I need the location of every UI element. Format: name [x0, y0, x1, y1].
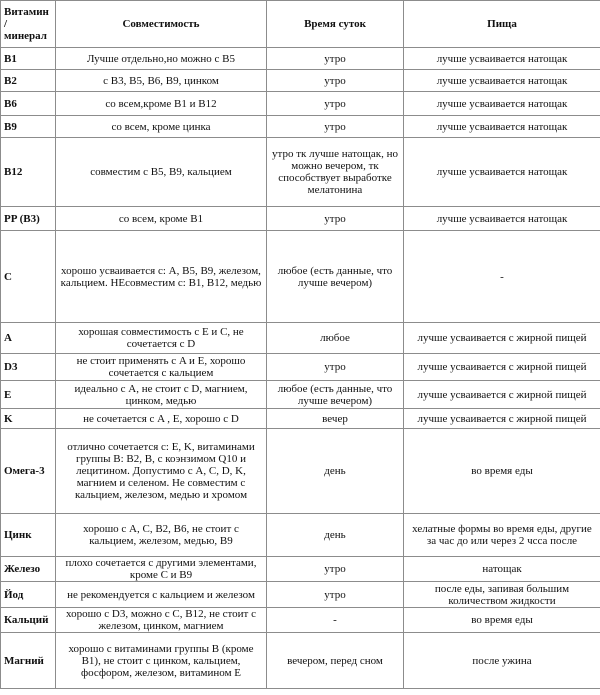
table-row: [1, 207, 600, 231]
vitamin-name: [1, 582, 56, 608]
time-of-day-cell: [267, 409, 404, 429]
compatibility-cell: [56, 138, 267, 207]
compatibility-cell-text: не сочетается с A , E, хорошо с D: [83, 412, 239, 425]
compatibility-cell-text: хорошо с A, C, B2, B6, не стоит с кальцием, железом, медью, B9: [83, 523, 239, 547]
food-cell: [404, 116, 600, 138]
food-cell-text: лучше усваивается натощак: [436, 97, 568, 110]
time-of-day-cell-text: день: [324, 529, 346, 541]
food-cell: [404, 514, 600, 557]
vitamin-name-text: B9: [4, 120, 17, 133]
table-row: [1, 323, 600, 354]
table-row: [1, 514, 600, 557]
time-of-day-cell-text: любое (есть данные, что лучше вечером): [277, 264, 393, 289]
compatibility-cell: [56, 582, 267, 608]
time-of-day-cell-text: утро: [324, 74, 346, 87]
compatibility-cell-text: со всем, кроме B1: [118, 212, 204, 225]
table-row: [1, 381, 600, 409]
table-row: [1, 608, 600, 633]
compatibility-cell: [56, 429, 267, 514]
vitamin-name: [1, 429, 56, 514]
vitamin-name: [1, 231, 56, 323]
header-food: Пища: [404, 1, 600, 48]
compatibility-cell: [56, 354, 267, 381]
table-body: [1, 48, 600, 689]
food-cell-text: после еды, запивая большим количеством жидкости: [434, 582, 570, 607]
food-cell: [404, 323, 600, 354]
time-of-day-cell: [267, 608, 404, 633]
compatibility-cell: [56, 633, 267, 689]
food-cell: [404, 557, 600, 582]
food-cell-text: после ужина: [472, 654, 532, 667]
time-of-day-cell: [267, 514, 404, 557]
vitamin-name: [1, 514, 56, 557]
vitamin-name-text: D3: [4, 361, 18, 373]
food-cell-text: лучше усваивается натощак: [436, 120, 568, 133]
table-row: [1, 231, 600, 323]
food-cell-text: лучше усваивается с жирной пищей: [417, 361, 587, 373]
vitamin-name-text: Железо: [4, 563, 41, 575]
time-of-day-cell: [267, 92, 404, 116]
compatibility-cell-text: хорошо с D3, можно с C, B12, не стоит с железом, цинком, магнием: [66, 608, 256, 632]
vitamin-name: [1, 138, 56, 207]
table-row: [1, 582, 600, 608]
time-of-day-cell: [267, 633, 404, 689]
vitamin-name: [1, 207, 56, 231]
time-of-day-cell-text: -: [333, 614, 337, 626]
vitamin-name-text: E: [4, 388, 12, 401]
header-time-of-day: Время суток: [267, 1, 404, 48]
food-cell-text: во время еды: [471, 465, 533, 477]
food-cell: [404, 207, 600, 231]
compatibility-cell-text: хорошо с витаминами группы В (кроме B1), не стоит с цинком, кальцием, фосфором, железом, витамином E: [68, 642, 254, 679]
vitamin-name-text: B6: [4, 97, 17, 110]
vitamin-name: [1, 92, 56, 116]
time-of-day-cell-text: утро: [324, 212, 346, 225]
food-cell-text: лучше усваивается натощак: [436, 74, 568, 87]
food-cell: [404, 381, 600, 409]
time-of-day-cell: [267, 207, 404, 231]
compatibility-cell-text: не стоит применять с A и E, хорошо сочетается с кальцием: [76, 355, 246, 379]
time-of-day-cell: [267, 381, 404, 409]
vitamin-name-text: Цинк: [4, 529, 32, 541]
vitamin-name-text: C: [4, 270, 12, 283]
vitamin-name-text: B1: [4, 52, 17, 65]
food-cell: [404, 231, 600, 323]
food-cell-text: -: [500, 270, 504, 283]
vitamin-name: [1, 323, 56, 354]
time-of-day-cell-text: утро: [324, 361, 346, 373]
vitamin-name: [1, 633, 56, 689]
compatibility-cell-text: хорошо усваивается с: A, B5, B9, железом, кальцием. НЕсовместим с: B1, B12, медью: [60, 264, 262, 289]
food-cell: [404, 429, 600, 514]
vitamin-name: [1, 354, 56, 381]
time-of-day-cell-text: вечер: [322, 412, 348, 425]
time-of-day-cell: [267, 429, 404, 514]
food-cell-text: лучше усваивается с жирной пищей: [417, 412, 587, 425]
compatibility-cell-text: с B3, B5, B6, B9, цинком: [103, 74, 219, 87]
time-of-day-cell-text: утро тк лучше натощак, но можно вечером, тк способствует выработке мелатонина: [272, 148, 398, 196]
compatibility-cell: [56, 207, 267, 231]
table-row: [1, 70, 600, 92]
table-row: [1, 48, 600, 70]
compatibility-cell: [56, 514, 267, 557]
food-cell: [404, 92, 600, 116]
vitamin-name-text: Магний: [4, 654, 44, 667]
food-cell: [404, 70, 600, 92]
compatibility-cell: [56, 70, 267, 92]
compatibility-cell: [56, 608, 267, 633]
header-compatibility: Совместимость: [56, 1, 267, 48]
table-row: [1, 92, 600, 116]
vitamin-name: [1, 608, 56, 633]
time-of-day-cell: [267, 116, 404, 138]
time-of-day-cell-text: день: [324, 465, 346, 477]
compatibility-cell: [56, 231, 267, 323]
table-row: [1, 633, 600, 689]
time-of-day-cell-text: утро: [324, 120, 346, 133]
food-cell: [404, 582, 600, 608]
time-of-day-cell-text: любое (есть данные, что лучше вечером): [277, 382, 393, 407]
food-cell-text: лучше усваивается натощак: [436, 52, 568, 65]
food-cell-text: хелатные формы во время еды, другие за час до или через 2 чсса после: [412, 523, 592, 547]
vitamin-name-text: Кальций: [4, 614, 49, 626]
time-of-day-cell: [267, 231, 404, 323]
time-of-day-cell: [267, 354, 404, 381]
vitamin-name-text: B2: [4, 74, 17, 87]
compatibility-cell: [56, 409, 267, 429]
food-cell-text: лучше усваивается с жирной пищей: [417, 332, 587, 344]
compatibility-cell-text: не рекомендуется с кальцием и железом: [67, 588, 255, 601]
vitamin-name: [1, 557, 56, 582]
vitamin-name-text: Йод: [4, 588, 24, 601]
table-row: [1, 409, 600, 429]
compatibility-cell: [56, 323, 267, 354]
compatibility-cell: [56, 381, 267, 409]
compatibility-cell-text: Лучше отдельно,но можно с B5: [87, 52, 235, 65]
food-cell-text: во время еды: [471, 614, 533, 626]
time-of-day-cell-text: вечером, перед сном: [287, 654, 383, 667]
vitamin-name: [1, 48, 56, 70]
food-cell: [404, 409, 600, 429]
table-row: [1, 354, 600, 381]
time-of-day-cell: [267, 323, 404, 354]
compatibility-cell-text: плохо сочетается с другими элементами, кроме C и B9: [65, 557, 257, 581]
vitamin-name: [1, 409, 56, 429]
time-of-day-cell: [267, 138, 404, 207]
table-row: [1, 429, 600, 514]
compatibility-cell: [56, 557, 267, 582]
food-cell-text: лучше усваивается натощак: [436, 212, 568, 225]
time-of-day-cell: [267, 70, 404, 92]
compatibility-cell: [56, 92, 267, 116]
vitamin-name-text: PP (B3): [4, 212, 40, 225]
food-cell-text: натощак: [482, 563, 522, 575]
table-row: [1, 138, 600, 207]
vitamin-name-text: A: [4, 332, 12, 344]
food-cell: [404, 138, 600, 207]
time-of-day-cell: [267, 582, 404, 608]
food-cell: [404, 354, 600, 381]
food-cell: [404, 48, 600, 70]
compatibility-cell-text: со всем, кроме цинка: [111, 120, 211, 133]
compatibility-cell-text: совместим с B5, B9, кальцием: [90, 166, 232, 178]
time-of-day-cell: [267, 48, 404, 70]
time-of-day-cell-text: утро: [324, 563, 346, 575]
food-cell: [404, 608, 600, 633]
compatibility-cell-text: отлично сочетается с: E, K, витаминами группы В: B2, B, с коэнзимом Q10 и лецитином. Допустимо с A, C, D, K, магнием и селеном. Не совместим с кальцием, железом, медью и хромом: [67, 441, 255, 501]
food-cell-text: лучше усваивается натощак: [436, 166, 568, 178]
vitamin-name-text: Омега-3: [4, 465, 45, 477]
table-row: [1, 116, 600, 138]
compatibility-cell-text: идеально с A, не стоит с D, магнием, цинком, медью: [74, 382, 248, 407]
food-cell: [404, 633, 600, 689]
vitamin-name-text: B12: [4, 166, 23, 178]
table-row: [1, 557, 600, 582]
time-of-day-cell: [267, 557, 404, 582]
vitamin-name: [1, 381, 56, 409]
header-vitamin-mineral: Витамин / минерал: [1, 1, 56, 48]
compatibility-cell: [56, 116, 267, 138]
time-of-day-cell-text: утро: [324, 588, 346, 601]
food-cell-text: лучше усваивается с жирной пищей: [417, 388, 587, 401]
vitamin-name: [1, 116, 56, 138]
vitamin-name: [1, 70, 56, 92]
compatibility-cell-text: хорошая совместимость с E и C, не сочетается с D: [78, 326, 244, 350]
table-header-row: [1, 1, 600, 48]
compatibility-cell-text: со всем,кроме B1 и B12: [105, 97, 217, 110]
compatibility-cell: [56, 48, 267, 70]
time-of-day-cell-text: утро: [324, 97, 346, 110]
vitamin-name-text: K: [4, 412, 13, 425]
time-of-day-cell-text: утро: [324, 52, 346, 65]
time-of-day-cell-text: любое: [320, 332, 350, 344]
